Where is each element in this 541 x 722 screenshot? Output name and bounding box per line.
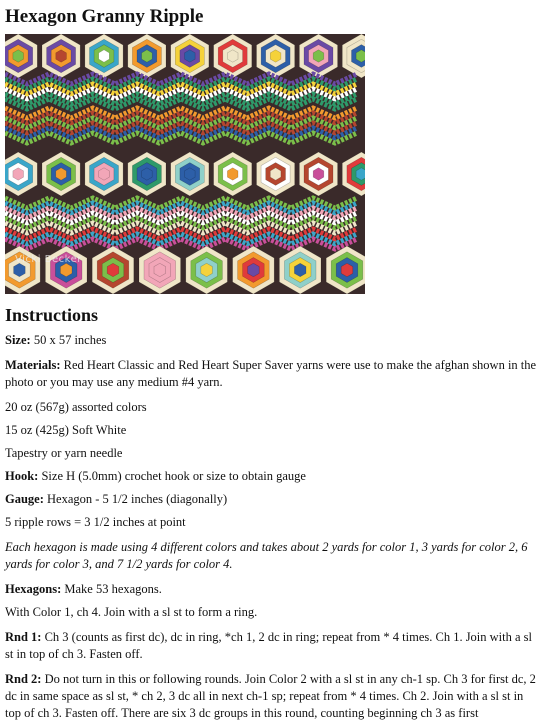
page xyxy=(5,0,538,722)
needle-line: Tapestry or yarn needle xyxy=(5,446,123,460)
size-line xyxy=(5,332,538,349)
size-text: 50 x 57 inches xyxy=(30,333,107,347)
yarn-assorted: 20 oz (567g) assorted colors xyxy=(5,400,147,414)
size-label: Size: xyxy=(5,333,31,347)
rnd2-label: Rnd 2: xyxy=(5,672,42,686)
rnd2-text: Do not turn in this or following rounds. Join Color 2 with a sl st in any ch-1 sp. Ch 3 for first dc, 2 dc in same space as sl st, * ch 2, 3 dc all in next ch-1 sp; repeat from * 4 times. Ch 2. Join with a sl st in top of ch 3. Fasten off. There are six 3 dc groups in this round, counting beginning ch 3 as first xyxy=(5,672,536,720)
start-line: With Color 1, ch 4. Join with a sl st to form a ring. xyxy=(5,605,258,619)
gauge-text: Hexagon - 5 1/2 inches (diagonally) xyxy=(43,492,228,506)
rnd2-line xyxy=(5,671,538,722)
hook-label: Hook: xyxy=(5,469,39,483)
rnd1-text: Ch 3 (counts as first dc), dc in ring, *ch 1, 2 dc in ring; repeat from * 4 times. Ch 1. Join with a sl st in top of ch 3. Fasten off. xyxy=(5,630,533,661)
hook-text: Size H (5.0mm) crochet hook or size to obtain gauge xyxy=(38,469,306,483)
yarn-white: 15 oz (425g) Soft White xyxy=(5,423,127,437)
rnd1-line xyxy=(5,629,538,663)
photo-watermark: Vicki Becker xyxy=(15,254,82,265)
instructions-heading: Instructions xyxy=(5,305,99,325)
hexagons-line xyxy=(5,581,538,598)
materials-line xyxy=(5,357,538,391)
materials-text: Red Heart Classic and Red Heart Super Saver yarns were use to make the afghan shown in the photo or you may use any medium #4 yarn. xyxy=(5,358,537,389)
ripple-rows-line: 5 ripple rows = 3 1/2 inches at point xyxy=(5,515,186,529)
page-title: Hexagon Granny Ripple xyxy=(5,6,204,27)
hexagons-text: Make 53 hexagons. xyxy=(61,582,162,596)
hexagons-label: Hexagons: xyxy=(5,582,62,596)
afghan-photo xyxy=(5,34,365,294)
gauge-label: Gauge: xyxy=(5,492,44,506)
gauge-line xyxy=(5,491,538,508)
rnd1-label: Rnd 1: xyxy=(5,630,42,644)
color-note: Each hexagon is made using 4 different colors and takes about 2 yards for color 1, 3 yards for color 2, 6 yards for color 3, and 7 1/2 yards for color 4. xyxy=(5,540,528,571)
hook-line xyxy=(5,468,538,485)
materials-label: Materials: xyxy=(5,358,61,372)
